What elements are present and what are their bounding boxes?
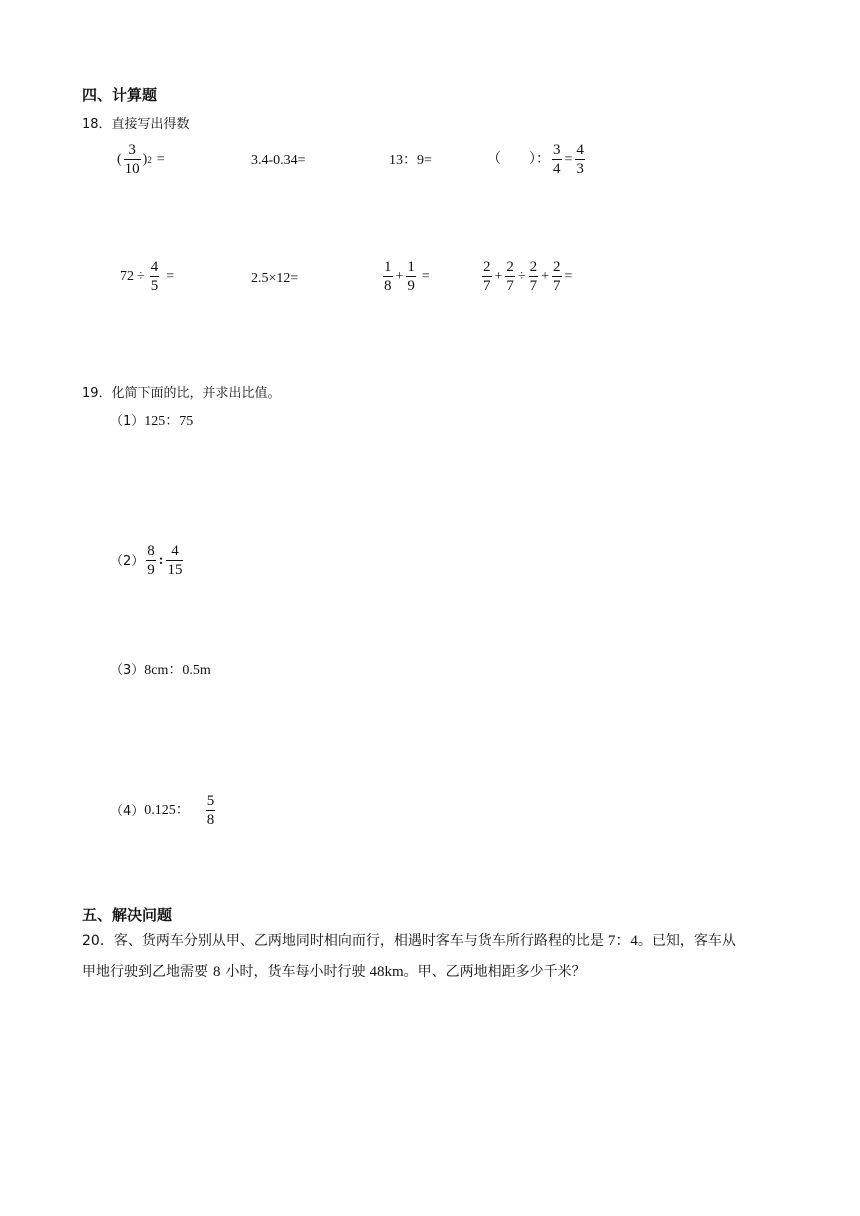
- text-segment: 。已知，客车从: [637, 933, 736, 949]
- q18-item-e: [120, 260, 174, 294]
- answer-blank: （ ）：: [487, 152, 550, 167]
- fraction: [383, 260, 393, 294]
- q19-part-3: [110, 664, 211, 678]
- numerator: 8: [147, 543, 155, 559]
- paren-open: (: [117, 152, 122, 167]
- question-number: 20．: [82, 933, 114, 949]
- fraction: [529, 260, 539, 294]
- q19-part-1: [110, 415, 193, 429]
- numerator: 3: [128, 142, 136, 158]
- equals-sign: =: [156, 152, 165, 167]
- denominator: 15: [167, 562, 183, 578]
- denominator: 3: [576, 161, 584, 177]
- denominator: 9: [147, 562, 155, 578]
- fraction: [206, 794, 216, 828]
- denominator: 10: [124, 161, 140, 177]
- denominator: 7: [553, 278, 561, 294]
- equals-sign: =: [421, 269, 430, 284]
- numerator: 5: [206, 793, 215, 809]
- fraction: [552, 260, 562, 294]
- section-heading-word-problems: 五、解决问题: [82, 906, 173, 924]
- numerator: 4: [171, 543, 179, 559]
- plus-sign: +: [494, 269, 503, 284]
- numerator: 3: [553, 142, 561, 158]
- text-segment: 甲地行驶到乙地需要: [82, 964, 208, 980]
- denominator: 8: [206, 812, 215, 828]
- ratio-value: 7：4: [607, 933, 638, 949]
- q18-item-b: 3.4-0.34=: [251, 153, 306, 168]
- whole-number: 72: [120, 269, 134, 284]
- fraction: [575, 143, 585, 177]
- divide-sign: ÷: [517, 269, 526, 284]
- q18-item-a: [117, 143, 165, 177]
- denominator: 8: [384, 278, 392, 294]
- paren-close: ): [142, 152, 148, 167]
- ratio-expression: 125：75: [144, 414, 194, 429]
- denominator: 7: [483, 278, 491, 294]
- question-20-text: [82, 926, 817, 988]
- part-label: （1）: [110, 414, 145, 429]
- fraction: [150, 260, 160, 294]
- part-label: （2）: [110, 553, 145, 569]
- fraction: [146, 544, 156, 578]
- numerator: 4: [576, 142, 584, 158]
- numerator: 2: [553, 259, 561, 275]
- plus-sign: +: [395, 269, 404, 284]
- numerator: 2: [529, 259, 538, 275]
- fraction: [482, 260, 492, 294]
- denominator: 5: [150, 278, 159, 294]
- fraction: [406, 260, 416, 294]
- ratio-expression: 0.125：: [144, 803, 190, 818]
- question-text: 直接写出得数: [111, 117, 190, 132]
- denominator: 9: [407, 278, 415, 294]
- q18-item-c: 13：9=: [389, 153, 432, 168]
- speed-value: 48km: [369, 964, 404, 980]
- fraction: [124, 143, 141, 177]
- ratio-expression: 8cm：0.5m: [144, 663, 211, 678]
- numerator: 1: [384, 259, 392, 275]
- fraction: [552, 143, 562, 177]
- question-text: 化简下面的比，并求出比值。: [111, 386, 281, 401]
- denominator: 4: [553, 161, 561, 177]
- question-number: 19．: [82, 386, 112, 401]
- plus-sign: +: [541, 269, 549, 284]
- q18-item-g: [381, 260, 430, 294]
- text-segment: 。甲、乙两地相距多少千米？: [403, 964, 586, 980]
- q19-part-4: [110, 794, 217, 828]
- equals-sign: =: [564, 269, 573, 284]
- q18-item-f: 2.5×12=: [251, 271, 299, 286]
- section-heading-calculation: 四、计算题: [82, 86, 158, 104]
- text-segment: 小时，货车每小时行驶: [225, 964, 366, 980]
- fraction: [505, 260, 515, 294]
- denominator: 7: [506, 278, 514, 294]
- hours-value: 8: [213, 964, 221, 980]
- fraction: [166, 544, 183, 578]
- numerator: 4: [150, 259, 159, 275]
- question-18-prompt: [82, 113, 190, 132]
- numerator: 2: [506, 259, 514, 275]
- q18-item-d: [487, 143, 587, 177]
- numerator: 1: [407, 259, 415, 275]
- text-segment: 客、货两车分别从甲、乙两地同时相向而行，相遇时客车与货车所行路程的比是: [113, 933, 604, 949]
- q20-line-2: [82, 957, 817, 988]
- q20-line-1: [82, 926, 817, 957]
- part-label: （4）: [110, 803, 145, 819]
- equals-sign: =: [166, 269, 175, 284]
- question-19-prompt: [82, 382, 281, 401]
- question-number: 18．: [82, 117, 112, 132]
- q19-part-2: [110, 544, 185, 578]
- part-label: （3）: [110, 663, 145, 678]
- ratio-colon: :: [158, 553, 164, 568]
- denominator: 7: [529, 278, 538, 294]
- divide-sign: ÷: [137, 269, 145, 284]
- exponent: 2: [147, 154, 152, 165]
- numerator: 2: [483, 259, 491, 275]
- equals-sign: =: [564, 152, 573, 167]
- q18-item-h: [480, 260, 573, 294]
